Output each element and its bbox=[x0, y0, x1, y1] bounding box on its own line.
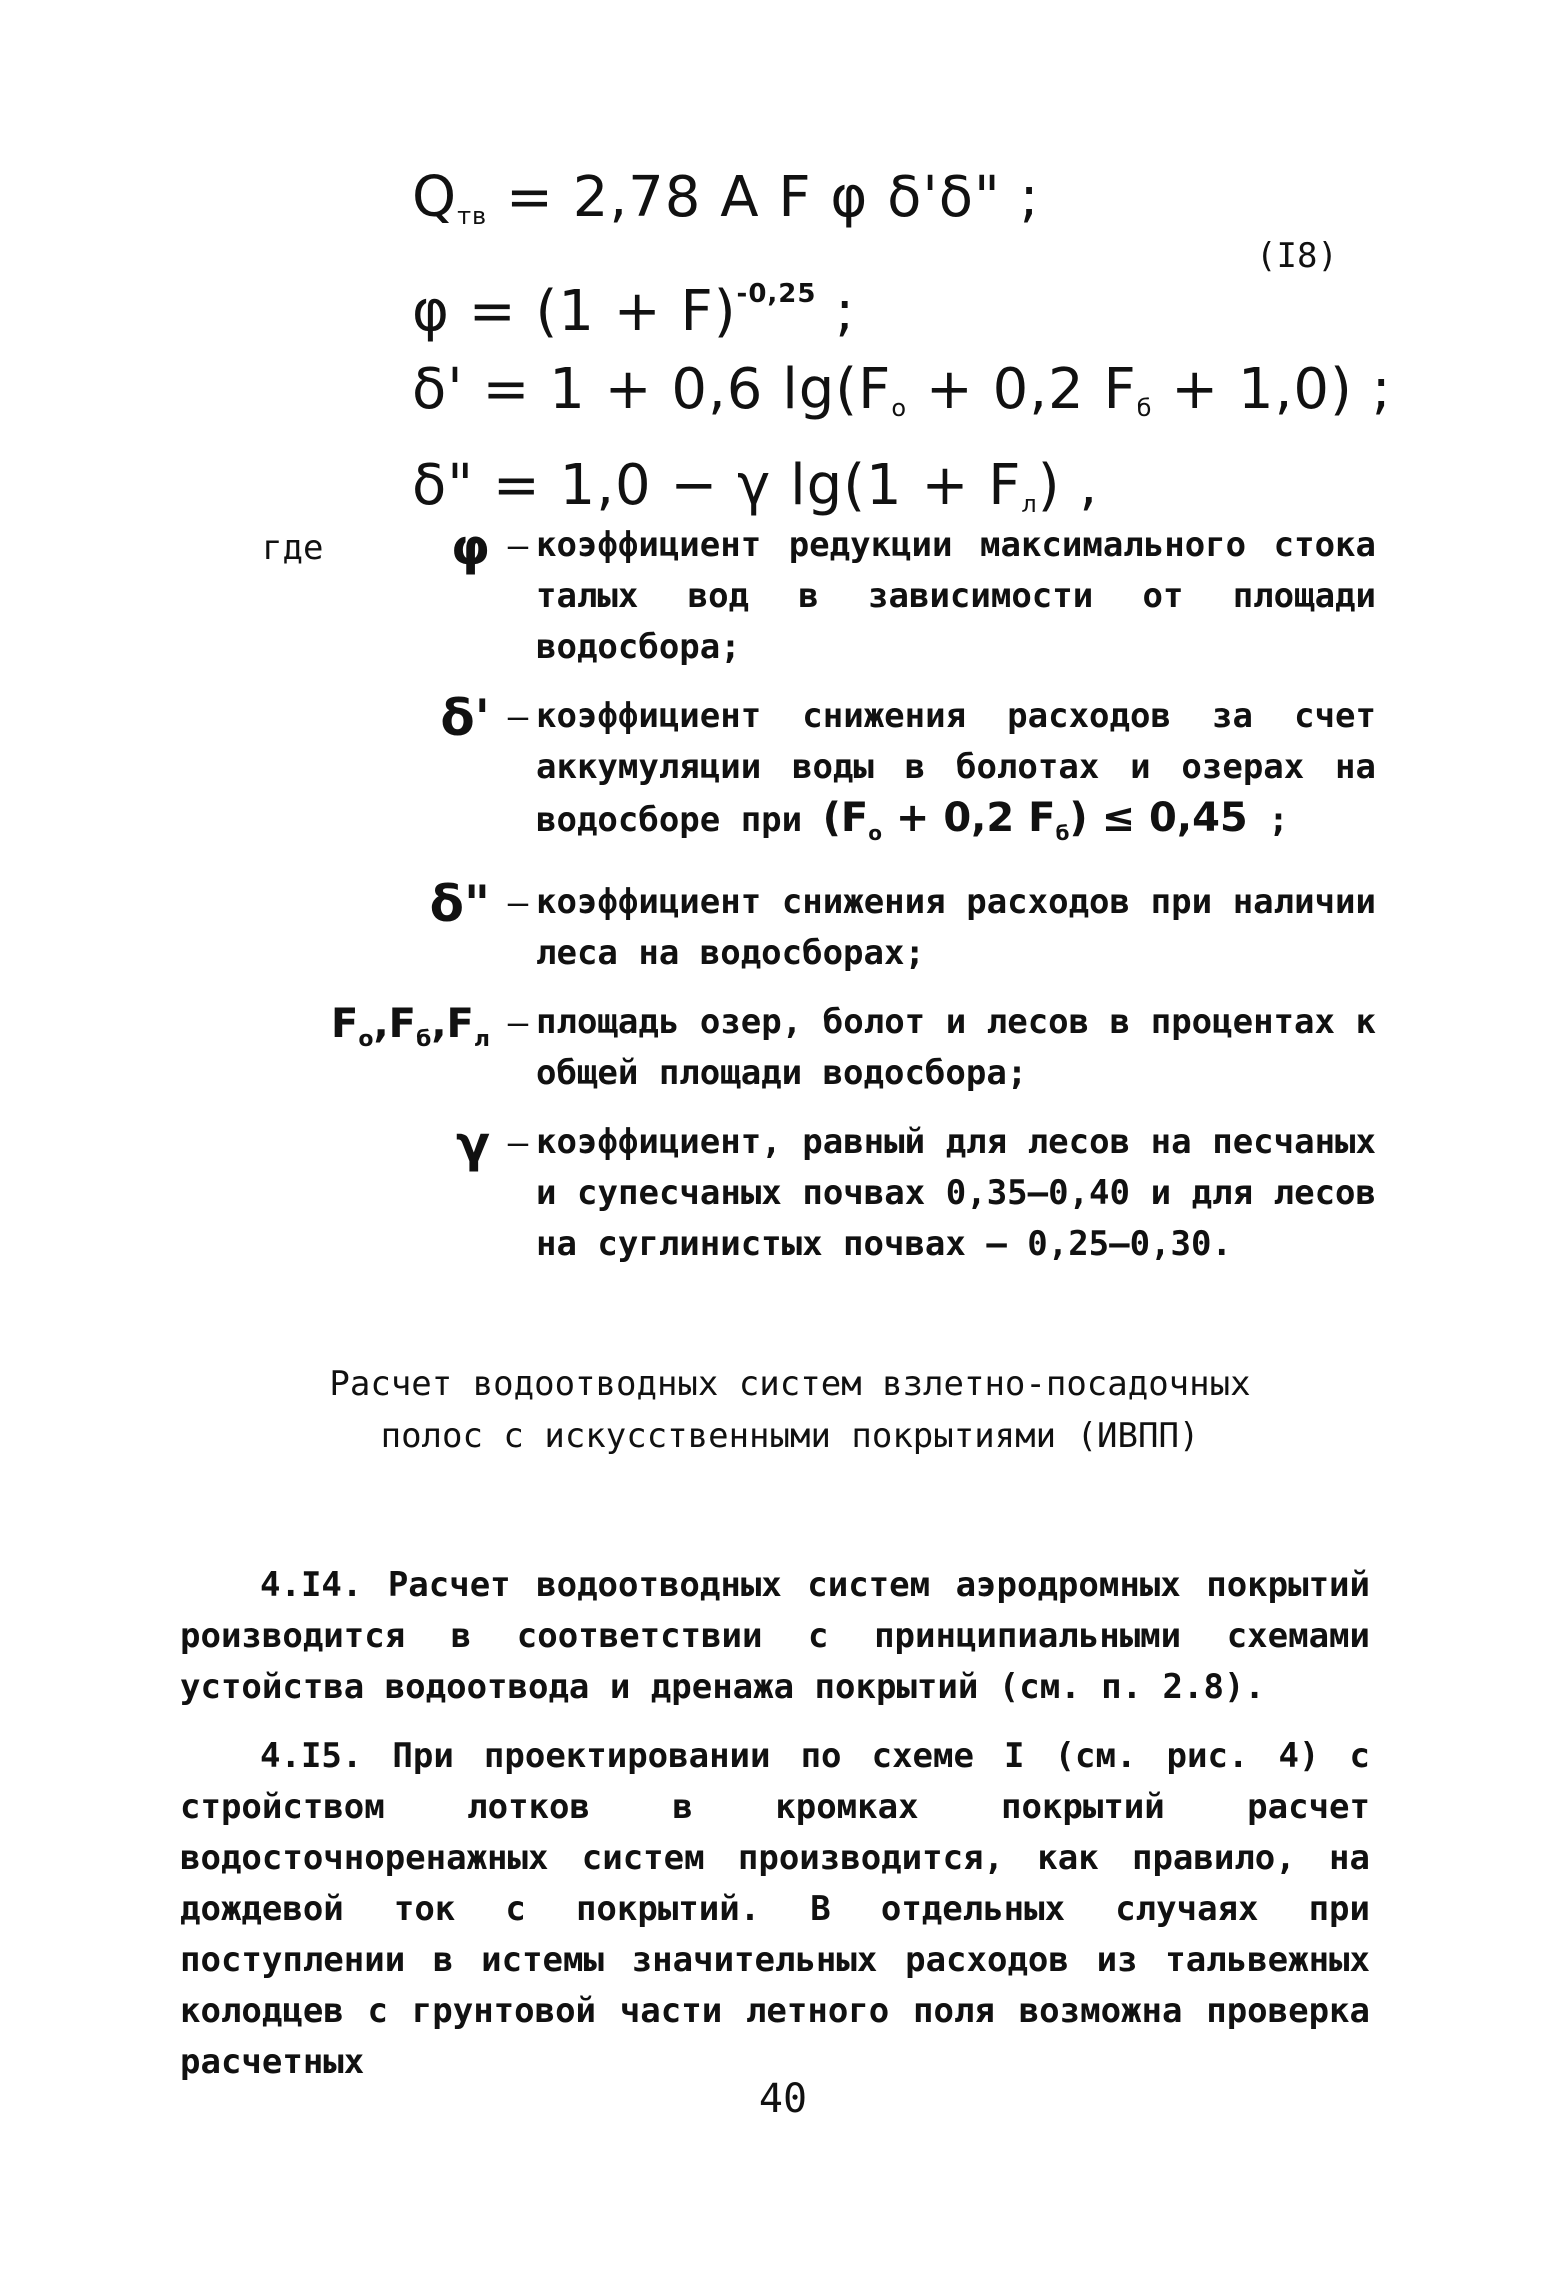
definition-symbol: γ bbox=[455, 1115, 490, 1173]
paragraph-4-15: 4.I5. При проектировании по схеме I (см. рис. 4) с стройством лотков в кромках покрытий расчет водосточноренажных систем производится, как правило, на дождевой ток с покрытий. В отдельных случаях при поступлении в истемы значительных расходов из тальвежных колодцев с грунтовой части летного поля возможна проверка расчетных bbox=[180, 1736, 1370, 2082]
definition-text: площадь озер, болот и лесов в процентах к общей площади водосбора; bbox=[536, 1002, 1376, 1093]
definition-text: коэффициент редукции максимального стока талых вод в зависимости от площади водосбора; bbox=[536, 525, 1376, 667]
formula-line-3: δ' = 1 + 0,6 $\lg(F_о + 0,2$ $F_б + 1,0$) ; bbox=[412, 357, 1392, 422]
definition-dash: – bbox=[507, 1123, 529, 1163]
definition-item bbox=[250, 997, 1390, 1099]
definition-item bbox=[250, 1117, 1390, 1270]
heading-line-2: полос с искусственными покрытиями (ИВПП) bbox=[380, 1416, 1200, 1456]
body-text bbox=[180, 1560, 1370, 2106]
definition-dash: – bbox=[507, 1003, 529, 1043]
definition-dash: – bbox=[507, 883, 529, 923]
where-label: где bbox=[262, 528, 324, 568]
definition-item bbox=[250, 691, 1390, 859]
definition-symbol: $F_о,F_б,F_л$ bbox=[330, 1001, 490, 1052]
formula-line-2: $\varphi = (1 + F)^{-0,25}$ ; bbox=[412, 279, 856, 344]
definition-symbol: δ" bbox=[429, 875, 490, 933]
definition-text: коэффициент снижения расходов за счет аккумуляции воды в болотах и озерах на водосборе при ($F_о + 0,2$ $F_б) \le 0,45$ ; bbox=[536, 696, 1376, 845]
formula-line-1: $Q_{тв} = 2,78$ A F φ δ'δ" ; bbox=[412, 165, 1040, 230]
definition-text: коэффициент, равный для лесов на песчаных и супесчаных почвах 0,35–0,40 и для лесов на суглинистых почвах – 0,25–0,30. bbox=[536, 1122, 1376, 1264]
definition-item bbox=[250, 520, 1390, 673]
definition-condition: ($F_о + 0,2$ $F_б) \le 0,45$ bbox=[822, 795, 1248, 845]
formula-line-4: δ" = 1,0 − γ $\lg(1 + F_л)$ , bbox=[412, 453, 1099, 518]
definition-dash: – bbox=[507, 526, 529, 566]
definition-item bbox=[250, 877, 1390, 979]
paragraph-4-14: 4.I4. Расчет водоотводных систем аэродромных покрытий роизводится в соответствии с принципиальными схемами устойства водоотвода и дренажа покрытий (см. п. 2.8). bbox=[180, 1565, 1370, 1707]
definition-symbol: φ bbox=[450, 518, 490, 576]
heading-line-1: Расчет водоотводных систем взлетно-посадочных bbox=[329, 1364, 1251, 1404]
section-heading bbox=[300, 1358, 1280, 1462]
page-number: 40 bbox=[758, 2076, 808, 2122]
definition-dash: – bbox=[507, 697, 529, 737]
definition-text: коэффициент снижения расходов при наличии леса на водосборах; bbox=[536, 882, 1376, 973]
equation-number: (I8) bbox=[1256, 236, 1338, 276]
definitions-list bbox=[250, 520, 1390, 1288]
definition-symbol: δ' bbox=[440, 689, 490, 747]
